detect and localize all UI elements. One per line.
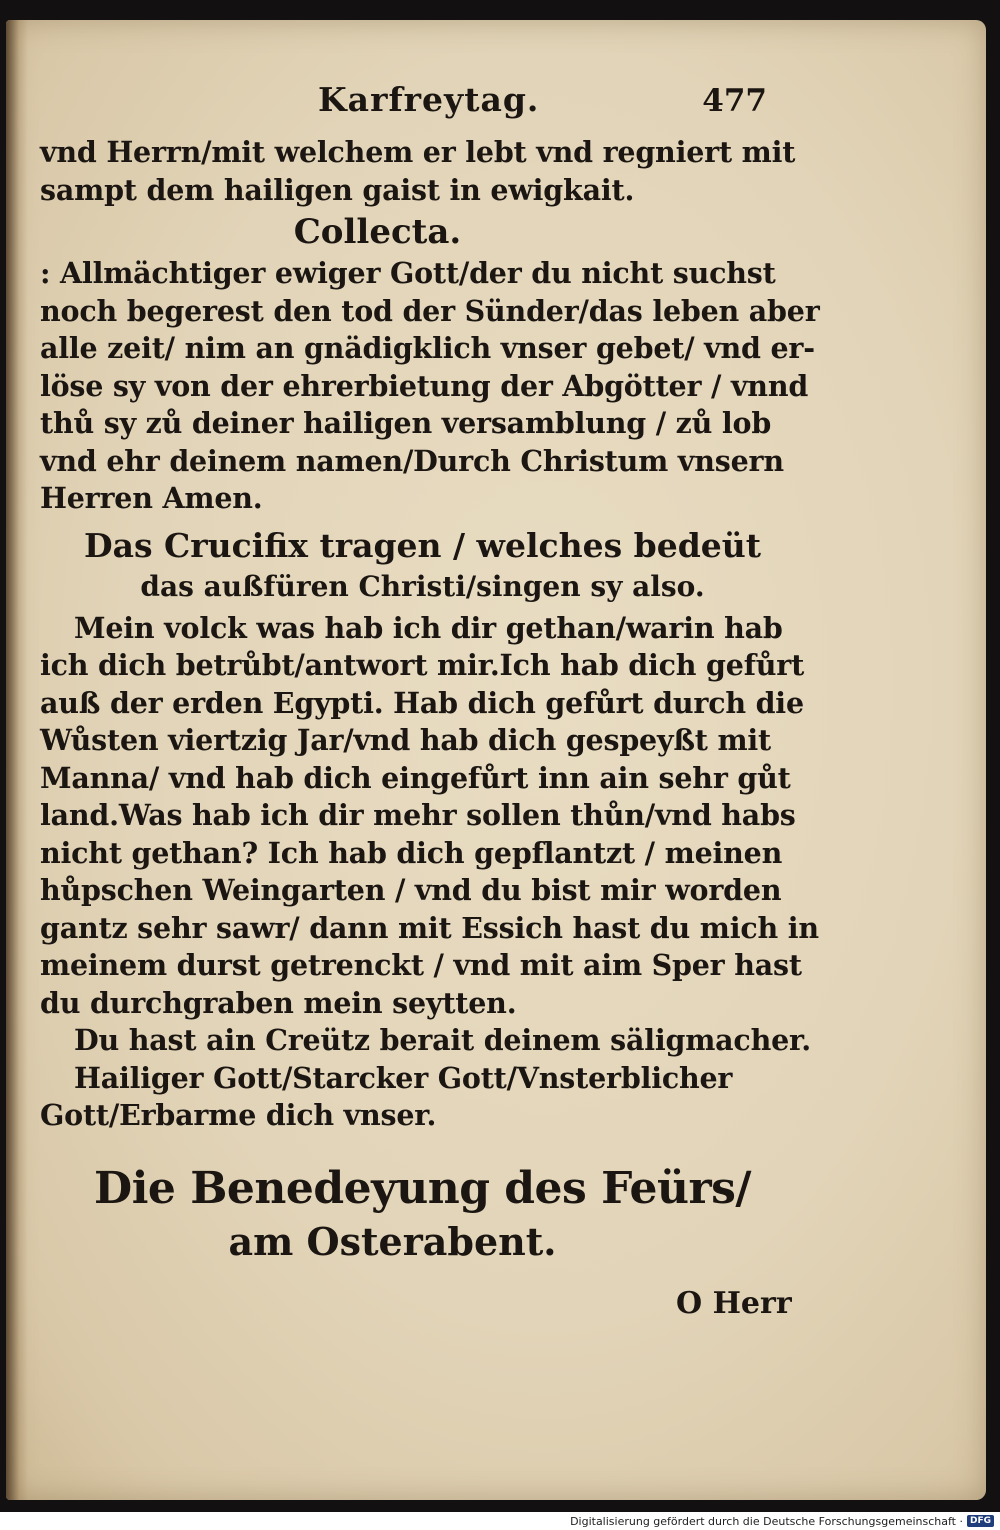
reproach-line: meinem durst getrenckt / vnd mit aim Sper hast	[40, 948, 802, 982]
collecta-line: : Allmächtiger ewiger Gott/der du nicht suchst	[40, 256, 776, 290]
reproach-line: hůpschen Weingarten / vnd du bist mir worden	[40, 873, 782, 907]
page-number: 477	[702, 83, 767, 119]
collecta-line: vnd ehr deinem namen/Durch Christum vnsern	[40, 443, 784, 478]
prayer-end-line: vnd Herrn/mit welchem er lebt vnd regniert mit	[40, 135, 796, 169]
collecta-line: alle zeit/ nim an gnädigklich vnser gebet/ vnd er-	[40, 331, 815, 365]
dfg-logo: DFG	[967, 1515, 994, 1527]
reproach-line: nicht gethan? Ich hab dich gepflantzt / meinen	[40, 835, 783, 870]
reproach-line: auß der erden Egypti. Hab dich gefůrt durch die	[40, 685, 804, 720]
footer-credit: Digitalisierung gefördert durch die Deutsche Forschungsgemeinschaft ·	[570, 1514, 963, 1528]
reproach-line: ich dich betrůbt/antwort mir.Ich hab dich gefůrt	[40, 648, 805, 682]
page-binding-edge	[6, 20, 28, 1500]
page-headline	[40, 80, 805, 134]
digitization-footer	[0, 1512, 1000, 1530]
cross-line: Du hast ain Creütz berait deinem säligmacher.	[74, 1023, 811, 1057]
reproach-line: Wůsten viertzig Jar/vnd hab dich gespeyßt mit	[40, 723, 772, 757]
reproach-line: land.Was hab ich dir mehr sollen thůn/vnd habs	[40, 798, 796, 832]
collecta-heading: Collecta.	[293, 212, 462, 252]
cross-line: Gott/Erbarme dich vnser.	[40, 1098, 437, 1132]
collecta-line: noch begerest den tod der Sünder/das leben aber	[40, 293, 820, 328]
reproach-line: du durchgraben mein seytten.	[40, 985, 517, 1020]
fire-subheading: am Osterabent.	[228, 1218, 557, 1264]
fire-heading: Die Benedeyung des Feürs/	[94, 1162, 751, 1214]
crucifix-heading: Das Crucifix tragen / welches bedeüt	[83, 525, 762, 565]
page-text	[40, 80, 820, 1267]
collecta-line: löse sy von der ehrerbietung der Abgötter / vnnd	[40, 368, 809, 403]
collecta-line: Herren Amen.	[40, 481, 263, 515]
reproach-line: Manna/ vnd hab dich eingefůrt inn ain sehr gůt	[40, 760, 791, 795]
collecta-line: thů sy zů deiner hailigen versamblung / zů lob	[40, 406, 772, 440]
cross-line: Hailiger Gott/Starcker Gott/Vnsterblicher	[74, 1060, 733, 1095]
prayer-end-line: sampt dem hailigen gaist in ewigkait.	[40, 172, 635, 207]
reproach-line: gantz sehr sawr/ dann mit Essich hast du mich in	[40, 910, 819, 945]
reproach-line: Mein volck was hab ich dir gethan/warin hab	[74, 610, 783, 645]
running-head: Karfreytag.	[318, 80, 540, 119]
crucifix-subheading: das außfüren Christi/singen sy also.	[140, 569, 705, 603]
catchword: O Herr	[676, 1286, 792, 1321]
